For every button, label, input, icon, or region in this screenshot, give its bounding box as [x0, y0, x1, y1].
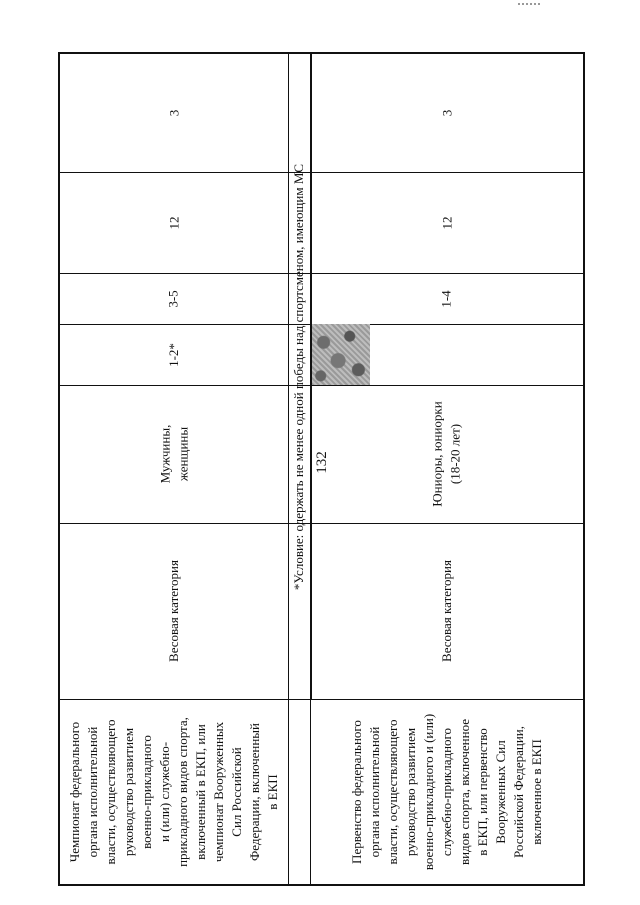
- row1-participants: 12: [166, 216, 181, 229]
- row1-count: 3: [166, 109, 181, 117]
- row1-place: 1-2*: [166, 342, 181, 367]
- row1-group: Мужчины, женщины: [156, 424, 190, 484]
- row1-discipline: Весовая категория: [165, 560, 181, 662]
- page-number: 132: [313, 450, 330, 474]
- row2-count: 3: [439, 109, 454, 117]
- row1-place-alt: 3-5: [166, 289, 181, 308]
- row2-place-shaded: [312, 324, 370, 385]
- row2-competition: Первенство федерального органа исполнительной власти, осуществляющего руководство развитием военно-прикладного и (или) служебно-прикладного видов спорта, включенное в ЕКП, или первенство Вооруженных Сил Российской Федерации, включенное в ЕКП: [349, 713, 544, 870]
- row2-group: Юниоры, юниорки (18-20 лет): [429, 401, 463, 507]
- table-footnote: *Условие: одержать не менее одной победы над спортсменом, имеющим МС: [291, 163, 307, 590]
- row2-discipline: Весовая категория: [438, 560, 454, 662]
- scan-mark: [518, 3, 540, 8]
- row1-competition: Чемпионат федерального органа исполнительной власти, осуществляющего руководство развитием военно-прикладного и (или) служебно- прикладного видов спорта, включенный в ЕКП, или чемпионат Вооруженных Сил Российской Федерации, включенный в ЕКП: [67, 716, 280, 867]
- row2-place-alt: 1-4: [439, 289, 454, 308]
- row2-participants: 12: [439, 216, 454, 229]
- row-divider: [288, 699, 289, 884]
- standards-table: [58, 52, 585, 886]
